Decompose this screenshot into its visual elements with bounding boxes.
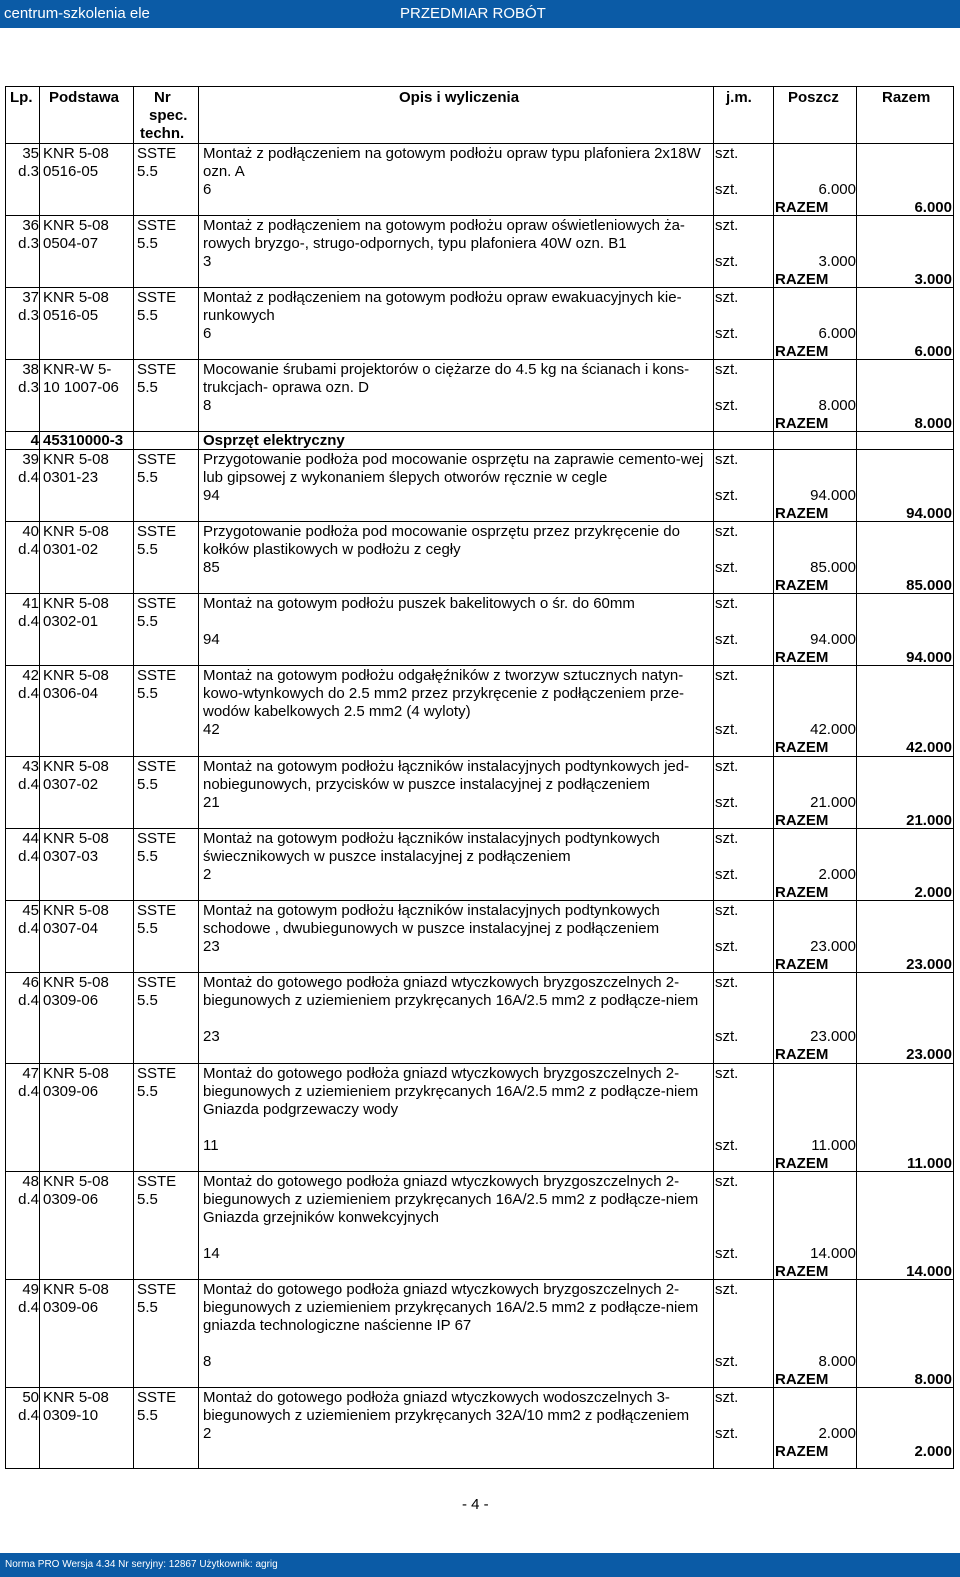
row-podstawa: KNR 5-08 bbox=[43, 523, 109, 540]
row-podstawa-code: 0301-23 bbox=[43, 469, 99, 486]
row-unit: szt. bbox=[715, 217, 739, 234]
footer-bar bbox=[0, 1553, 960, 1577]
row-razem-value: 94.000 bbox=[906, 505, 952, 522]
row-quantity-result: 11.000 bbox=[811, 1137, 856, 1154]
row-podstawa: KNR 5-08 bbox=[43, 451, 109, 468]
row-quantity-result: 85.000 bbox=[810, 559, 856, 576]
row-razem-value: 23.000 bbox=[906, 1046, 952, 1063]
row-quantity: 23 bbox=[203, 1028, 220, 1045]
row-lp: 46 bbox=[22, 974, 39, 991]
row-quantity: 94 bbox=[203, 487, 220, 504]
row-unit: szt. bbox=[715, 595, 739, 612]
row-spec: SSTE bbox=[137, 361, 177, 378]
row-lp: 47 bbox=[22, 1065, 39, 1082]
row-spec: SSTE bbox=[137, 1065, 177, 1082]
row-quantity-unit: szt. bbox=[715, 559, 739, 576]
row-spec-no: 5.5 bbox=[137, 235, 158, 252]
row-podstawa: KNR 5-08 bbox=[43, 1281, 109, 1298]
top-bar bbox=[0, 0, 960, 28]
row-divider bbox=[6, 449, 953, 450]
row-divider bbox=[6, 665, 953, 666]
row-lp-ref: d.3 bbox=[18, 163, 39, 180]
header-spec: spec. bbox=[149, 107, 188, 124]
row-podstawa-code: 0504-07 bbox=[43, 235, 99, 252]
row-quantity-result: 6.000 bbox=[818, 181, 856, 198]
row-quantity-unit: szt. bbox=[715, 1353, 739, 1370]
row-podstawa: KNR 5-08 bbox=[43, 217, 109, 234]
row-quantity: 8 bbox=[203, 397, 212, 414]
row-spec-no: 5.5 bbox=[137, 379, 158, 396]
row-razem-label: RAZEM bbox=[775, 343, 829, 360]
row-spec: SSTE bbox=[137, 1389, 177, 1406]
row-quantity-result: 6.000 bbox=[818, 325, 856, 342]
row-divider bbox=[6, 215, 953, 216]
row-description: Montaż z podłączeniem na gotowym podłożu opraw typu plafoniera 2x18W ozn. A bbox=[203, 145, 701, 180]
row-podstawa-code: 0309-10 bbox=[43, 1407, 99, 1424]
row-quantity-result: 8.000 bbox=[818, 397, 856, 414]
row-spec: SSTE bbox=[137, 1173, 177, 1190]
row-spec: SSTE bbox=[137, 523, 177, 540]
row-spec: SSTE bbox=[137, 595, 177, 612]
row-podstawa-code: 0306-04 bbox=[43, 685, 99, 702]
row-podstawa: KNR 5-08 bbox=[43, 830, 109, 847]
row-razem-label: RAZEM bbox=[775, 505, 829, 522]
row-spec-no: 5.5 bbox=[137, 992, 158, 1009]
row-spec: SSTE bbox=[137, 830, 177, 847]
row-razem-value: 6.000 bbox=[914, 343, 952, 360]
row-spec-no: 5.5 bbox=[137, 469, 158, 486]
row-podstawa: KNR 5-08 bbox=[43, 902, 109, 919]
row-quantity: 42 bbox=[203, 721, 220, 738]
row-razem-label: RAZEM bbox=[775, 415, 829, 432]
document-title: PRZEDMIAR ROBÓT bbox=[400, 5, 546, 22]
row-razem-value: 8.000 bbox=[914, 415, 952, 432]
row-quantity-unit: szt. bbox=[715, 866, 739, 883]
row-spec-no: 5.5 bbox=[137, 541, 158, 558]
row-lp-ref: d.3 bbox=[18, 235, 39, 252]
row-lp: 36 bbox=[22, 217, 39, 234]
row-spec: SSTE bbox=[137, 289, 177, 306]
row-podstawa: KNR 5-08 bbox=[43, 758, 109, 775]
row-description: Montaż do gotowego podłoża gniazd wtyczkowych bryzgoszczelnych 2-biegunowych z uziemieniem przykręcanych 16A/2.5 mm2 z podłącze-niem Gniazda podgrzewaczy wody bbox=[203, 1065, 699, 1118]
row-podstawa-code: 0309-06 bbox=[43, 1299, 99, 1316]
col-divider bbox=[133, 87, 134, 1468]
row-podstawa: KNR 5-08 bbox=[43, 145, 109, 162]
row-quantity-result: 23.000 bbox=[810, 1028, 856, 1045]
row-podstawa-code: 0309-06 bbox=[43, 992, 99, 1009]
row-razem-label: RAZEM bbox=[775, 812, 829, 829]
row-lp-ref: d.4 bbox=[18, 848, 39, 865]
row-quantity-unit: szt. bbox=[715, 1245, 739, 1262]
row-podstawa: KNR 5-08 bbox=[43, 1065, 109, 1082]
row-lp: 45 bbox=[22, 902, 39, 919]
header-nr: Nr bbox=[154, 89, 171, 106]
row-description: Montaż do gotowego podłoża gniazd wtyczkowych wodoszczelnych 3-biegunowych z uziemieniem przykręcanych 32A/10 mm2 z podłączeniem bbox=[203, 1389, 690, 1424]
row-unit: szt. bbox=[715, 1065, 739, 1082]
row-podstawa: KNR 5-08 bbox=[43, 974, 109, 991]
row-unit: szt. bbox=[715, 667, 739, 684]
row-razem-value: 21.000 bbox=[906, 812, 952, 829]
row-podstawa: KNR 5-08 bbox=[43, 289, 109, 306]
row-podstawa: KNR 5-08 bbox=[43, 667, 109, 684]
row-lp-ref: d.4 bbox=[18, 992, 39, 1009]
row-divider bbox=[6, 1387, 953, 1388]
row-divider bbox=[6, 431, 953, 432]
przedmiar-table bbox=[5, 86, 954, 1469]
row-quantity-unit: szt. bbox=[715, 487, 739, 504]
row-spec: SSTE bbox=[137, 451, 177, 468]
row-quantity-unit: szt. bbox=[715, 1028, 739, 1045]
row-quantity: 14 bbox=[203, 1245, 220, 1262]
row-lp: 40 bbox=[22, 523, 39, 540]
row-razem-value: 42.000 bbox=[906, 739, 952, 756]
row-razem-value: 11.000 bbox=[906, 1155, 952, 1172]
row-podstawa-code: 0516-05 bbox=[43, 307, 99, 324]
header-jm: j.m. bbox=[726, 89, 752, 106]
row-quantity-result: 8.000 bbox=[818, 1353, 856, 1370]
row-quantity-unit: szt. bbox=[715, 397, 739, 414]
row-podstawa-code: 0307-02 bbox=[43, 776, 99, 793]
row-quantity-result: 94.000 bbox=[810, 487, 856, 504]
row-razem-label: RAZEM bbox=[775, 649, 829, 666]
row-spec: SSTE bbox=[137, 758, 177, 775]
row-spec-no: 5.5 bbox=[137, 307, 158, 324]
row-quantity-result: 3.000 bbox=[818, 253, 856, 270]
section-number: 4 bbox=[30, 432, 39, 449]
row-unit: szt. bbox=[715, 289, 739, 306]
row-divider bbox=[6, 972, 953, 973]
row-spec-no: 5.5 bbox=[137, 163, 158, 180]
row-description: Montaż do gotowego podłoża gniazd wtyczkowych bryzgoszczelnych 2-biegunowych z uziemieniem przykręcanych 16A/2.5 mm2 z podłącze-niem gniazda technologiczne naścienne IP 67 bbox=[203, 1281, 699, 1334]
row-lp: 35 bbox=[22, 145, 39, 162]
row-lp: 42 bbox=[22, 667, 39, 684]
row-spec-no: 5.5 bbox=[137, 776, 158, 793]
col-divider bbox=[198, 87, 199, 1468]
col-divider bbox=[39, 87, 40, 1468]
row-divider bbox=[6, 1171, 953, 1172]
row-razem-label: RAZEM bbox=[775, 884, 829, 901]
row-unit: szt. bbox=[715, 145, 739, 162]
row-quantity-result: 42.000 bbox=[810, 721, 856, 738]
row-spec: SSTE bbox=[137, 667, 177, 684]
row-podstawa-code: 0301-02 bbox=[43, 541, 99, 558]
row-razem-label: RAZEM bbox=[775, 577, 829, 594]
row-podstawa-code: 0516-05 bbox=[43, 163, 99, 180]
row-razem-label: RAZEM bbox=[775, 271, 829, 288]
row-description: Montaż do gotowego podłoża gniazd wtyczkowych bryzgoszczelnych 2-biegunowych z uziemieniem przykręcanych 16A/2.5 mm2 z podłącze-niem Gniazda grzejników konwekcyjnych bbox=[203, 1173, 699, 1226]
row-quantity: 85 bbox=[203, 559, 220, 576]
row-lp: 49 bbox=[22, 1281, 39, 1298]
row-podstawa-code: 0302-01 bbox=[43, 613, 99, 630]
row-razem-label: RAZEM bbox=[775, 1046, 829, 1063]
row-spec-no: 5.5 bbox=[137, 1407, 158, 1424]
row-lp-ref: d.4 bbox=[18, 613, 39, 630]
row-razem-value: 85.000 bbox=[906, 577, 952, 594]
row-razem-value: 94.000 bbox=[906, 649, 952, 666]
row-spec: SSTE bbox=[137, 974, 177, 991]
row-divider bbox=[6, 1279, 953, 1280]
row-spec: SSTE bbox=[137, 902, 177, 919]
row-quantity-result: 21.000 bbox=[810, 794, 856, 811]
row-lp: 44 bbox=[22, 830, 39, 847]
row-lp-ref: d.4 bbox=[18, 776, 39, 793]
row-lp: 43 bbox=[22, 758, 39, 775]
row-razem-label: RAZEM bbox=[775, 1371, 829, 1388]
row-lp: 48 bbox=[22, 1173, 39, 1190]
row-divider bbox=[6, 828, 953, 829]
row-unit: szt. bbox=[715, 1281, 739, 1298]
row-unit: szt. bbox=[715, 523, 739, 540]
row-podstawa-code: 0309-06 bbox=[43, 1083, 99, 1100]
row-divider bbox=[6, 756, 953, 757]
row-quantity-result: 2.000 bbox=[818, 1425, 856, 1442]
row-unit: szt. bbox=[715, 361, 739, 378]
row-spec: SSTE bbox=[137, 217, 177, 234]
row-spec-no: 5.5 bbox=[137, 685, 158, 702]
row-unit: szt. bbox=[715, 974, 739, 991]
row-lp-ref: d.4 bbox=[18, 469, 39, 486]
row-quantity: 6 bbox=[203, 181, 212, 198]
header-poszcz: Poszcz bbox=[788, 89, 839, 106]
row-description: Przygotowanie podłoża pod mocowanie osprzętu na zaprawie cemento-wej lub gipsowej z wykonaniem ślepych otworów ręcznie w cegle bbox=[203, 451, 704, 486]
row-quantity: 3 bbox=[203, 253, 212, 270]
row-lp: 37 bbox=[22, 289, 39, 306]
header-divider bbox=[6, 143, 953, 144]
row-divider bbox=[6, 593, 953, 594]
row-quantity: 2 bbox=[203, 866, 212, 883]
row-lp: 41 bbox=[22, 595, 39, 612]
row-quantity: 2 bbox=[203, 1425, 212, 1442]
row-description: Montaż do gotowego podłoża gniazd wtyczkowych bryzgoszczelnych 2-biegunowych z uziemieniem przykręcanych 16A/2.5 mm2 z podłącze-niem bbox=[203, 974, 699, 1009]
row-lp: 38 bbox=[22, 361, 39, 378]
row-lp-ref: d.4 bbox=[18, 541, 39, 558]
row-lp-ref: d.4 bbox=[18, 920, 39, 937]
header-razem: Razem bbox=[882, 89, 931, 106]
row-description: Przygotowanie podłoża pod mocowanie osprzętu przez przykręcenie do kołków plastikowych w podłożu z cegły bbox=[203, 523, 680, 558]
row-lp-ref: d.4 bbox=[18, 685, 39, 702]
header-opis: Opis i wyliczenia bbox=[399, 89, 520, 106]
row-unit: szt. bbox=[715, 1173, 739, 1190]
row-description: Montaż na gotowym podłożu puszek bakelitowych o śr. do 60mm bbox=[203, 595, 635, 612]
row-razem-value: 14.000 bbox=[906, 1263, 952, 1280]
row-razem-value: 6.000 bbox=[914, 199, 952, 216]
row-lp-ref: d.4 bbox=[18, 1299, 39, 1316]
row-spec-no: 5.5 bbox=[137, 1299, 158, 1316]
row-unit: szt. bbox=[715, 830, 739, 847]
row-razem-value: 23.000 bbox=[906, 956, 952, 973]
row-description: Montaż na gotowym podłożu łączników instalacyjnych podtynkowych świecznikowych w puszce instalacyjnej z podłączeniem bbox=[203, 830, 660, 865]
footer-text: Norma PRO Wersja 4.34 Nr seryjny: 12867 Użytkownik: agrig bbox=[5, 1559, 278, 1570]
row-quantity: 11 bbox=[203, 1137, 219, 1154]
row-quantity-unit: szt. bbox=[715, 253, 739, 270]
row-quantity-unit: szt. bbox=[715, 1425, 739, 1442]
row-razem-label: RAZEM bbox=[775, 199, 829, 216]
row-podstawa-code: 0307-04 bbox=[43, 920, 99, 937]
row-razem-value: 2.000 bbox=[914, 1443, 952, 1460]
row-spec-no: 5.5 bbox=[137, 848, 158, 865]
section-title: Osprzęt elektryczny bbox=[203, 432, 345, 449]
row-spec-no: 5.5 bbox=[137, 613, 158, 630]
row-description: Montaż na gotowym podłożu odgałęźników z tworzyw sztucznych natyn-kowo-wtynkowych do 2.5 mm2 przez przykręcenie z podłączeniem prze-wodów kabelkowych 2.5 mm2 (4 wyloty) bbox=[203, 667, 685, 720]
row-spec-no: 5.5 bbox=[137, 1191, 158, 1208]
row-description: Mocowanie śrubami projektorów o ciężarze do 4.5 kg na ścianach i kons-trukcjach- oprawa ozn. D bbox=[203, 361, 690, 396]
row-lp-ref: d.4 bbox=[18, 1083, 39, 1100]
row-quantity-unit: szt. bbox=[715, 794, 739, 811]
row-quantity-unit: szt. bbox=[715, 1137, 739, 1154]
row-razem-value: 8.000 bbox=[914, 1371, 952, 1388]
row-razem-label: RAZEM bbox=[775, 1155, 829, 1172]
row-quantity-unit: szt. bbox=[715, 631, 739, 648]
row-podstawa-code: 0307-03 bbox=[43, 848, 99, 865]
row-razem-label: RAZEM bbox=[775, 956, 829, 973]
row-podstawa: KNR 5-08 bbox=[43, 595, 109, 612]
row-spec-no: 5.5 bbox=[137, 1083, 158, 1100]
row-spec-no: 5.5 bbox=[137, 920, 158, 937]
row-quantity-unit: szt. bbox=[715, 325, 739, 342]
row-quantity-unit: szt. bbox=[715, 938, 739, 955]
row-unit: szt. bbox=[715, 1389, 739, 1406]
row-description: Montaż z podłączeniem na gotowym podłożu opraw oświetleniowych ża-rowych bryzgo-, strugo-odpornych, typu plafoniera 40W ozn. B1 bbox=[203, 217, 685, 252]
row-description: Montaż z podłączeniem na gotowym podłożu opraw ewakuacyjnych kie-runkowych bbox=[203, 289, 682, 324]
row-quantity: 94 bbox=[203, 631, 220, 648]
row-quantity: 21 bbox=[203, 794, 220, 811]
row-description: Montaż na gotowym podłożu łączników instalacyjnych podtynkowych jed-nobiegunowych, przycisków w puszce instalacyjnej z podłączeniem bbox=[203, 758, 690, 793]
row-quantity-result: 23.000 bbox=[810, 938, 856, 955]
row-razem-value: 3.000 bbox=[914, 271, 952, 288]
row-quantity-unit: szt. bbox=[715, 181, 739, 198]
row-divider bbox=[6, 521, 953, 522]
row-quantity: 8 bbox=[203, 1353, 212, 1370]
row-lp-ref: d.3 bbox=[18, 379, 39, 396]
row-divider bbox=[6, 900, 953, 901]
row-quantity: 23 bbox=[203, 938, 220, 955]
row-divider bbox=[6, 359, 953, 360]
row-razem-label: RAZEM bbox=[775, 1263, 829, 1280]
page-number: - 4 - bbox=[462, 1496, 489, 1513]
row-quantity-result: 14.000 bbox=[810, 1245, 856, 1262]
row-podstawa: KNR 5-08 bbox=[43, 1389, 109, 1406]
row-lp: 39 bbox=[22, 451, 39, 468]
row-quantity-result: 2.000 bbox=[818, 866, 856, 883]
header-techn: techn. bbox=[140, 125, 185, 142]
company-name: centrum-szkolenia ele bbox=[4, 5, 150, 22]
row-lp: 50 bbox=[22, 1389, 39, 1406]
row-lp-ref: d.3 bbox=[18, 307, 39, 324]
row-quantity-unit: szt. bbox=[715, 721, 739, 738]
row-unit: szt. bbox=[715, 451, 739, 468]
row-description: Montaż na gotowym podłożu łączników instalacyjnych podtynkowych schodowe , dwubiegunowych w puszce instalacyjnej z podłączeniem bbox=[203, 902, 660, 937]
section-code: 45310000-3 bbox=[43, 432, 124, 449]
row-quantity: 6 bbox=[203, 325, 212, 342]
row-unit: szt. bbox=[715, 758, 739, 775]
col-divider bbox=[856, 87, 857, 1468]
row-lp-ref: d.4 bbox=[18, 1191, 39, 1208]
header-lp: Lp. bbox=[10, 89, 33, 106]
row-podstawa: KNR-W 5- bbox=[43, 361, 112, 378]
row-divider bbox=[6, 1063, 953, 1064]
row-razem-label: RAZEM bbox=[775, 1443, 829, 1460]
row-quantity-result: 94.000 bbox=[810, 631, 856, 648]
row-spec: SSTE bbox=[137, 1281, 177, 1298]
row-divider bbox=[6, 287, 953, 288]
row-podstawa: KNR 5-08 bbox=[43, 1173, 109, 1190]
row-unit: szt. bbox=[715, 902, 739, 919]
row-razem-value: 2.000 bbox=[914, 884, 952, 901]
row-lp-ref: d.4 bbox=[18, 1407, 39, 1424]
row-razem-label: RAZEM bbox=[775, 739, 829, 756]
header-podstawa: Podstawa bbox=[49, 89, 120, 106]
row-podstawa-code: 0309-06 bbox=[43, 1191, 99, 1208]
row-podstawa-code: 10 1007-06 bbox=[43, 379, 119, 396]
row-spec: SSTE bbox=[137, 145, 177, 162]
